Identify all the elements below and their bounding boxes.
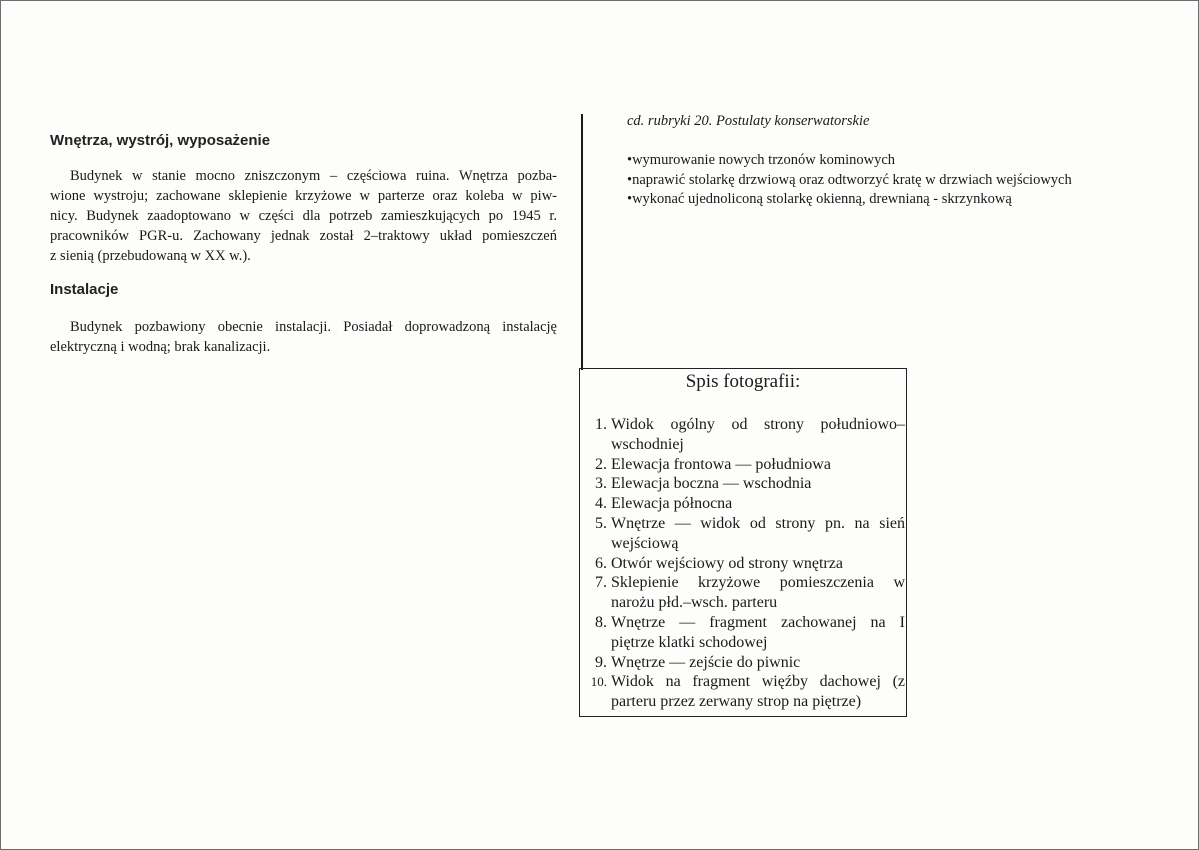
installations-line: Budynek pozbawiony obecnie instalacji. Posiadał doprowadzoną instalację xyxy=(70,319,557,335)
item-number: 6. xyxy=(595,554,607,572)
section-title-interiors: Wnętrza, wystrój, wyposażenie xyxy=(50,132,271,149)
item-text: wschodniej xyxy=(611,435,684,453)
conservation-postulates-list xyxy=(627,151,1072,210)
list-item: •naprawić stolarkę drzwiową oraz odtworzyć kratę w drzwiach wejściowych xyxy=(627,171,1072,188)
continuation-subtitle: cd. rubryki 20. Postulaty konserwatorskie xyxy=(627,113,870,129)
interiors-line: wione wystroju; zachowane sklepienie krzyżowe w parterze oraz koleba w piw- xyxy=(50,188,557,204)
interiors-line: pracowników PGR-u. Zachowany jednak został 2–traktowy układ pomieszczeń xyxy=(50,228,557,244)
list-item xyxy=(585,455,905,475)
list-item xyxy=(585,613,905,653)
list-item xyxy=(585,514,905,554)
item-text: Elewacja boczna — wschodnia xyxy=(611,475,812,493)
item-number: 10. xyxy=(590,674,607,690)
item-text: narożu płd.–wsch. parteru xyxy=(611,594,778,612)
item-number: 2. xyxy=(595,455,607,473)
item-text: Otwór wejściowy od strony wnętrza xyxy=(611,554,843,572)
item-number: 1. xyxy=(595,416,607,433)
item-number: 9. xyxy=(595,653,607,671)
item-text: Elewacja północna xyxy=(611,495,733,513)
item-number: 5. xyxy=(595,514,607,532)
installations-paragraph xyxy=(50,317,557,357)
photo-list xyxy=(585,415,905,712)
list-item xyxy=(585,494,905,514)
item-text: Wnętrze — zejście do piwnic xyxy=(611,653,801,671)
item-text: Widok na fragment więźby dachowej (z xyxy=(611,673,905,691)
list-item xyxy=(585,474,905,494)
item-number: 8. xyxy=(595,613,607,631)
item-text: Wnętrze — widok od strony pn. na sień xyxy=(611,514,905,532)
item-number: 7. xyxy=(595,574,607,592)
item-text: Widok ogólny od strony południowo– xyxy=(611,416,905,433)
interiors-line: z sienią (przebudowaną w XX w.). xyxy=(50,248,251,264)
interiors-line: Budynek w stanie mocno zniszczonym – częściowa ruina. Wnętrza pozba- xyxy=(70,168,557,184)
photo-list-title: Spis fotografii: xyxy=(685,371,801,392)
interiors-line: nicy. Budynek zaadoptowano w części dla potrzeb zamieszkujących po 1945 r. xyxy=(50,208,557,224)
section-title-installations: Instalacje xyxy=(50,281,119,298)
list-item xyxy=(585,653,905,673)
installations-line: elektryczną i wodną; brak kanalizacji. xyxy=(50,339,271,355)
item-number: 4. xyxy=(595,495,607,513)
item-text: Elewacja frontowa — południowa xyxy=(611,455,831,473)
column-divider xyxy=(581,114,583,370)
list-item: •wykonać ujednoliconą stolarkę okienną, drewnianą - skrzynkową xyxy=(627,191,1012,207)
item-text: wejściową xyxy=(611,534,679,552)
item-number: 3. xyxy=(595,475,607,493)
list-item xyxy=(585,554,905,574)
list-item xyxy=(585,573,905,613)
list-item: •wymurowanie nowych trzonów kominowych xyxy=(627,152,896,168)
list-item xyxy=(585,415,905,455)
interiors-paragraph xyxy=(50,166,557,266)
photo-list-box xyxy=(579,368,907,717)
item-text: Sklepienie krzyżowe pomieszczenia w xyxy=(611,574,905,592)
item-text: parteru przez zerwany strop na piętrze) xyxy=(611,693,862,711)
item-text: piętrze klatki schodowej xyxy=(611,633,768,651)
item-text: Wnętrze — fragment zachowanej na I xyxy=(611,613,905,631)
list-item xyxy=(585,672,905,712)
